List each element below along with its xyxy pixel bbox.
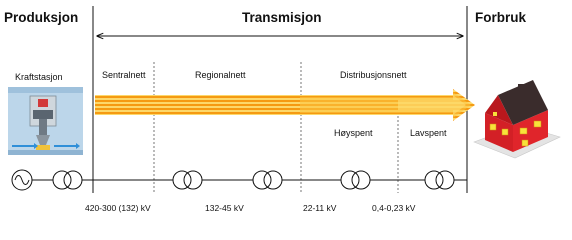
voltage-low: 0,4-0,23 kV bbox=[372, 203, 416, 213]
label-central-grid: Sentralnett bbox=[102, 70, 146, 80]
transformer-icon bbox=[173, 171, 202, 189]
power-station-icon bbox=[8, 87, 83, 155]
generator-icon bbox=[12, 170, 32, 190]
voltage-regional: 132-45 kV bbox=[205, 203, 244, 213]
transformer-icon bbox=[341, 171, 370, 189]
house-icon bbox=[474, 80, 560, 158]
label-regional-grid: Regionalnett bbox=[195, 70, 246, 80]
voltage-central: 420-300 (132) kV bbox=[85, 203, 151, 213]
header-consumption: Forbruk bbox=[475, 10, 527, 25]
label-distribution-grid: Distribusjonsnett bbox=[340, 70, 407, 80]
label-high-voltage: Høyspent bbox=[334, 128, 373, 138]
flow-arrow-icon bbox=[95, 89, 475, 121]
transformer-icon bbox=[253, 171, 282, 189]
header-production: Produksjon bbox=[4, 10, 79, 25]
voltage-high: 22-11 kV bbox=[303, 203, 337, 213]
transformer-icon bbox=[425, 171, 454, 189]
label-low-voltage: Lavspent bbox=[410, 128, 447, 138]
label-power-station: Kraftstasjon bbox=[15, 72, 63, 82]
transformer-icon bbox=[53, 171, 82, 189]
header-transmission: Transmisjon bbox=[242, 10, 322, 25]
